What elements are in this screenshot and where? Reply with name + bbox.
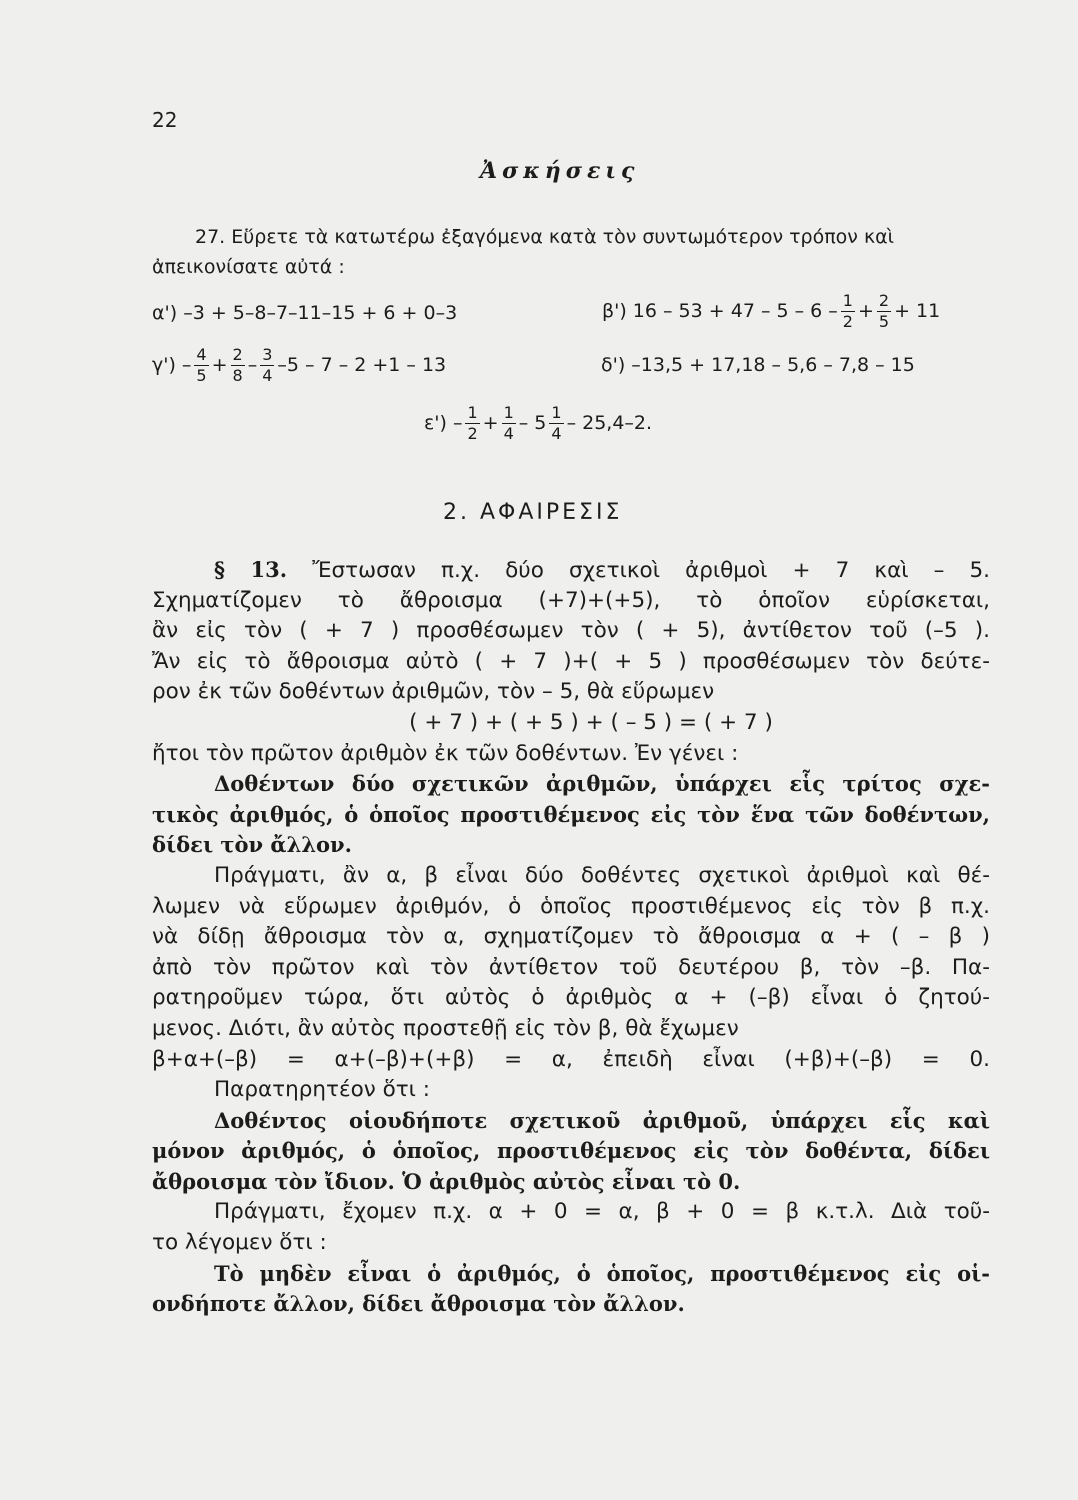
page-number: 22 (152, 108, 178, 132)
theorem-line: Τὸ μηδὲν εἶναι ὁ ἀριθμός, ὁ ὁποῖος, προστιθέμενος εἰς οἱ- (214, 1260, 990, 1286)
theorem-line: τικὸς ἀριθμός, ὁ ὁποῖος προστιθέμενος εἰς τὸν ἕνα τῶν δοθέντων, (152, 801, 990, 827)
exercise-d-expr: δ') –13,5 + 17,18 – 5,6 – 7,8 – 15 (601, 354, 915, 376)
text-line: Σχηματίζομεν τὸ ἄθροισμα (+7)+(+5), τὸ ὁποῖον εὑρίσκεται, (152, 587, 990, 613)
equation-line: ( + 7 ) + ( + 5 ) + ( – 5 ) = ( + 7 ) (409, 709, 773, 735)
exercise-e-prefix: ε') – (424, 412, 463, 434)
exercise-intro-line: 27. Εὕρετε τὰ κατωτέρω ἐξαγόμενα κατὰ τὸν συντωμότερον τρόπον καὶ (195, 226, 895, 248)
fraction: $\frac{1}{4}$ (503, 402, 514, 443)
exercise-a-expr: α') –3 + 5–8–7–11–15 + 6 + 0–3 (152, 302, 458, 324)
fraction: $\frac{3}{4}$ (262, 344, 273, 385)
exercises-heading: Ἀσκήσεις (480, 158, 640, 184)
equation-line: β+α+(–β) = α+(–β)+(+β) = α, ἐπειδὴ εἶναι (+β)+(–β) = 0. (152, 1046, 990, 1072)
operator: + (482, 412, 499, 434)
theorem-line: Δοθέντων δύο σχετικῶν ἀριθμῶν, ὑπάρχει εἷς τρίτος σχε- (214, 771, 990, 797)
text-line: ρατηροῦμεν τώρα, ὅτι αὐτὸς ὁ ἀριθμὸς α + (–β) εἶναι ὁ ζητού- (152, 985, 990, 1011)
section-title: 2. ΑΦΑΙΡΕΣΙΣ (443, 500, 623, 525)
exercise-d (601, 350, 915, 380)
text-line: λωμεν νὰ εὕρωμεν ἀριθμόν, ὁ ὁποῖος προστιθέμενος εἰς τὸν β π.χ. (152, 893, 990, 919)
paragraph-number: § 13. (214, 557, 288, 582)
theorem-line: ονδήποτε ἄλλον, δίδει ἄθροισμα τὸν ἄλλον. (152, 1291, 685, 1317)
exercise-a (152, 291, 457, 335)
fraction: $\frac{1}{2}$ (842, 290, 853, 331)
theorem-line: μόνον ἀριθμός, ὁ ὁποῖος, προστιθέμενος εἰς τὸν δοθέντα, δίδει (152, 1138, 990, 1164)
theorem-line: δίδει τὸν ἄλλον. (152, 832, 352, 858)
operator: – (247, 354, 258, 376)
text-line: ἂν εἰς τὸν ( + 7 ) προσθέσωμεν τὸν ( + 5), ἀντίθετον τοῦ (–5 ). (152, 618, 990, 644)
text-line: μενος. Διότι, ἂν αὐτὸς προστεθῇ εἰς τὸν β, θὰ ἔχωμεν (152, 1015, 739, 1041)
theorem-line: Δοθέντος οἱουδήποτε σχετικοῦ ἀριθμοῦ, ὑπάρχει εἷς καὶ (214, 1107, 990, 1133)
text-line: το λέγομεν ὅτι : (152, 1230, 327, 1256)
exercise-e (424, 398, 652, 448)
text-line: ρον ἐκ τῶν δοθέντων ἀριθμῶν, τὸν – 5, θὰ εὕρωμεν (152, 679, 715, 705)
operator: + (211, 354, 228, 376)
body-text (152, 555, 990, 1320)
operator: + (857, 300, 874, 322)
fraction: $\frac{2}{5}$ (878, 290, 890, 331)
text-line: ἤτοι τὸν πρῶτον ἀριθμὸν ἐκ τῶν δοθέντων. Ἐν γένει : (152, 740, 739, 766)
exercise-c-suffix: –5 – 7 – 2 +1 – 13 (277, 354, 447, 376)
operator: – 5 (518, 412, 547, 434)
text-line: Παρατηρητέον ὅτι : (214, 1077, 431, 1103)
fraction: $\frac{1}{2}$ (467, 402, 478, 443)
text-line: § 13. Ἔστωσαν π.χ. δύο σχετικοὶ ἀριθμοὶ + 7 καὶ – 5. (214, 557, 990, 583)
exercise-c (152, 340, 446, 390)
theorem-line: ἄθροισμα τὸν ἴδιον. Ὁ ἀριθμὸς αὐτὸς εἶναι τὸ 0. (152, 1168, 741, 1194)
exercise-intro-line: ἀπεικονίσατε αὐτά : (152, 256, 345, 278)
fraction: $\frac{2}{8}$ (232, 344, 243, 385)
text-line: Πράγματι, ἂν α, β εἶναι δύο δοθέντες σχετικοὶ ἀριθμοὶ καὶ θέ- (214, 862, 990, 888)
fraction: $\frac{4}{5}$ (196, 344, 207, 385)
exercise-b (602, 286, 940, 336)
exercise-b-suffix: + 11 (894, 300, 941, 322)
text-line: νὰ δίδῃ ἄθροισμα τὸν α, σχηματίζομεν τὸ ἄθροισμα α + ( – β ) (152, 924, 990, 950)
exercise-b-prefix: β') 16 – 53 + 47 – 5 – 6 – (602, 300, 838, 322)
text-line: ἀπὸ τὸν πρῶτον καὶ τὸν ἀντίθετον τοῦ δευτέρου β, τὸν –β. Πα- (152, 954, 990, 980)
exercise-e-suffix: – 25,4–2. (566, 412, 653, 434)
exercise-c-prefix: γ') – (152, 354, 192, 376)
text-line: Πράγματι, ἔχομεν π.χ. α + 0 = α, β + 0 = β κ.τ.λ. Διὰ τοῦ- (214, 1199, 990, 1225)
text-line: Ἄν εἰς τὸ ἄθροισμα αὐτὸ ( + 7 )+( + 5 ) προσθέσωμεν τὸν δεύτε- (152, 648, 990, 674)
fraction: $\frac{1}{4}$ (551, 402, 562, 443)
